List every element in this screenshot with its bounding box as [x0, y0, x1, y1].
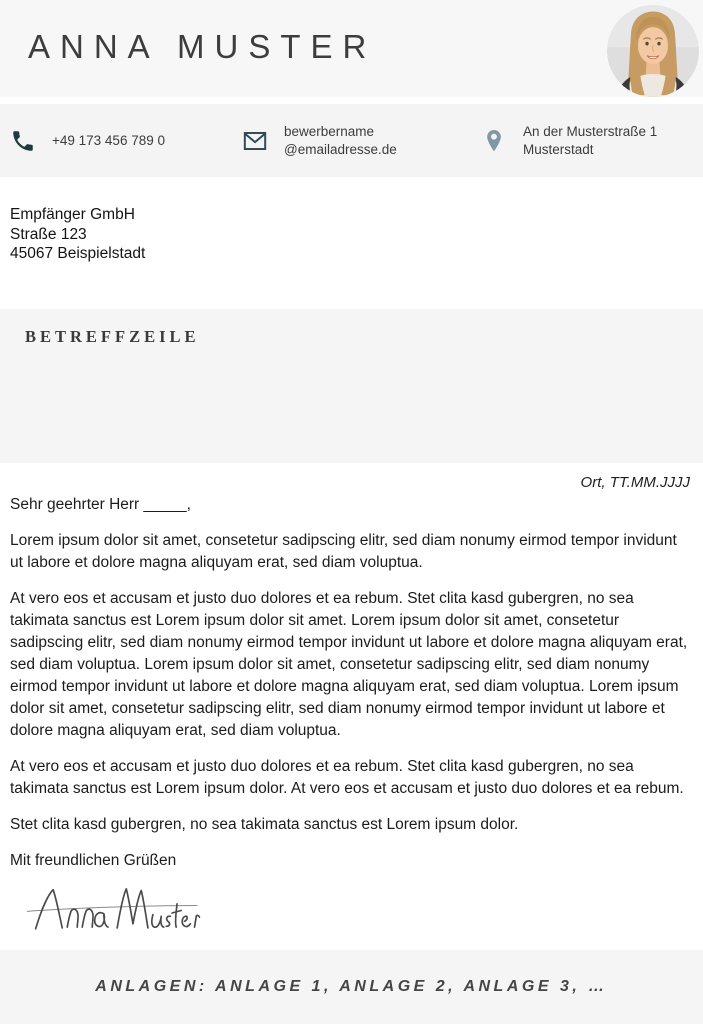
closing-phrase: Mit freundlichen Grüßen [10, 851, 177, 869]
subject-band [0, 309, 703, 463]
recipient-street: Straße 123 [10, 225, 87, 243]
salutation: Sehr geehrter Herr _____, [10, 495, 191, 513]
email-address [284, 123, 397, 159]
postal-address [523, 123, 657, 159]
address-line2: Musterstadt [523, 141, 594, 157]
location-pin-icon [481, 126, 507, 156]
applicant-name: ANNA MUSTER [28, 28, 377, 65]
contact-address [481, 123, 691, 159]
header-band [0, 0, 703, 97]
contact-band [0, 104, 703, 177]
signature-strokes [24, 880, 202, 936]
subject-line: BETREFFZEILE [25, 326, 200, 346]
envelope-icon [242, 126, 268, 156]
paragraph-4: Stet clita kasd gubergren, no sea takimata sanctus est Lorem ipsum dolor. [10, 815, 519, 833]
address-line1: An der Musterstraße 1 [523, 123, 658, 139]
paragraph-2: At vero eos et accusam et justo duo dolores et ea rebum. Stet clita kasd gubergren, no sea takimata sanctus est Lorem ipsum dolor sit amet. Lorem ipsum dolor sit amet, consetetur sadipscing elitr, sed diam nonumy eirmod tempor invidunt ut labore et dolore magna aliquyam erat, sed diam voluptua. Lorem ipsum dolor sit amet, consetetur sadipscing elitr, sed diam nonumy eirmod tempor invidunt ut labore et dolore magna aliquyam erat, sed diam voluptua. Lorem ipsum dolor sit amet, consetetur sadipscing elitr, sed diam nonumy eirmod tempor invidunt ut labore et dolore magna aliquyam erat, sed diam voluptua. [10, 589, 688, 739]
email-line2: @emailadresse.de [284, 141, 397, 157]
recipient-address-block [10, 205, 703, 264]
contact-email [242, 123, 481, 159]
paragraph-3: At vero eos et accusam et justo duo dolores et ea rebum. Stet clita kasd gubergren, no sea takimata sanctus est Lorem ipsum dolor. At vero eos et accusam et justo duo dolores et ea rebum. [10, 757, 684, 797]
applicant-photo [607, 5, 699, 97]
portrait-illustration [607, 5, 699, 97]
handwritten-signature [24, 880, 202, 936]
phone-number: +49 173 456 789 0 [52, 132, 165, 148]
attachments-line: ANLAGEN: ANLAGE 1, ANLAGE 2, ANLAGE 3, … [95, 978, 608, 995]
attachments-band [0, 950, 703, 1024]
recipient-company: Empfänger GmbH [10, 206, 135, 223]
email-line1: bewerbername [284, 123, 375, 139]
date-placeholder: Ort, TT.MM.JJJJ [580, 473, 690, 491]
contact-phone [10, 126, 242, 156]
letter-body [0, 474, 703, 936]
paragraph-1: Lorem ipsum dolor sit amet, consetetur sadipscing elitr, sed diam nonumy eirmod tempor invidunt ut labore et dolore magna aliquyam erat, sed diam voluptua. [10, 531, 677, 571]
phone-icon [10, 126, 36, 156]
recipient-city: 45067 Beispielstadt [10, 245, 146, 262]
